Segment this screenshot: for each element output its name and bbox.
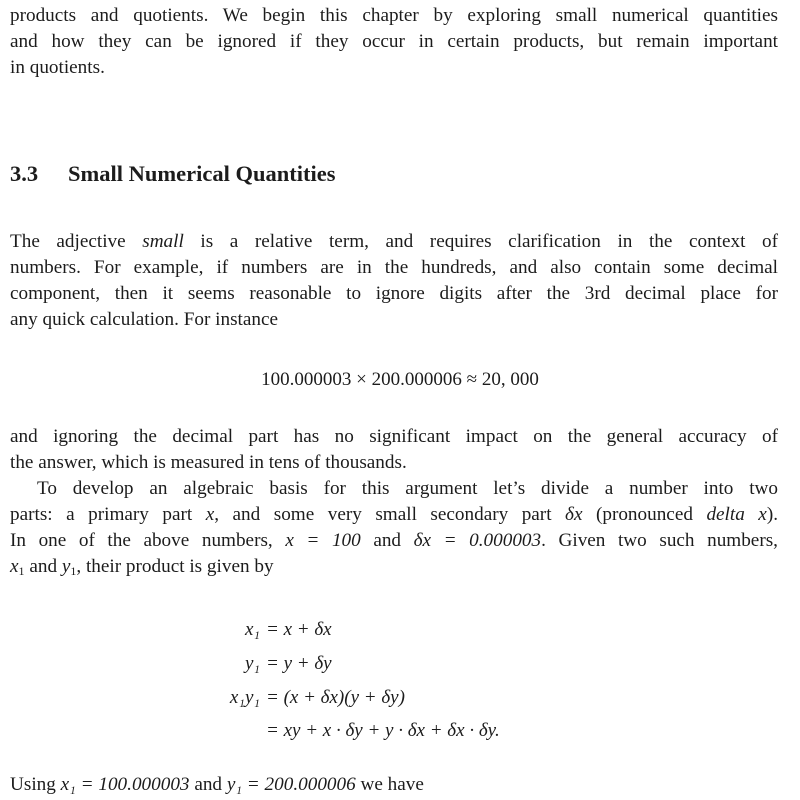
- paragraph-3: [10, 476, 778, 580]
- closing-text: Using: [10, 774, 61, 795]
- p3-text: ).: [766, 504, 779, 525]
- equation-rhs: = xy + x · δy + y · δx + δx · δy.: [266, 720, 500, 741]
- section-heading: [10, 160, 335, 188]
- p3-text: , their product is given by: [76, 556, 274, 577]
- p3-text: and: [24, 556, 62, 577]
- equation-row: [0, 682, 800, 713]
- equation-rhs: = y + δy: [266, 653, 332, 674]
- closing-line: [10, 772, 778, 798]
- p3-subscript: 1: [70, 564, 77, 578]
- p1-text: is a relative term, and requires clarification in the context of: [183, 231, 778, 252]
- p3-subscript: 1: [18, 564, 25, 578]
- p3-line-1: To develop an algebraic basis for this argument let’s divide a number into two: [37, 478, 778, 499]
- p3-math: δx = 0.000003: [413, 530, 542, 551]
- paragraph-2: [10, 424, 778, 476]
- p3-math: x: [10, 556, 19, 577]
- closing-paragraph: [10, 772, 778, 798]
- p3-math: x: [205, 504, 215, 525]
- aligned-equations: [0, 614, 800, 744]
- p3-math: y: [61, 556, 71, 577]
- section-title: Small Numerical Quantities: [68, 161, 336, 186]
- p3-line-2: [10, 502, 778, 528]
- p1-line-1: [10, 229, 778, 255]
- equation-lhs: y₁: [244, 653, 260, 674]
- p3-text: (pronounced: [582, 504, 707, 525]
- p2-line-2: the answer, which is measured in tens of thousands.: [10, 452, 407, 473]
- closing-text: we have: [355, 774, 424, 795]
- p3-text: . Given two such numbers,: [541, 530, 778, 551]
- equation-row: [0, 614, 800, 645]
- p1-line-3: component, then it seems reasonable to ignore digits after the 3rd decimal place for: [10, 283, 778, 304]
- p3-text: parts: a primary part: [10, 504, 206, 525]
- p3-math: x = 100: [285, 530, 361, 551]
- closing-math: x₁ = 100.000003: [60, 774, 190, 795]
- p3-line-3: [10, 528, 778, 554]
- paragraph-1: [10, 229, 778, 333]
- section-number: 3.3: [10, 161, 39, 186]
- p2-line-1: and ignoring the decimal part has no significant impact on the general accuracy of: [10, 426, 778, 447]
- p3-line-4: [10, 554, 778, 580]
- equation-row: [0, 715, 800, 746]
- equation-1: 100.000003 × 200.000006 ≈ 20, 000: [261, 369, 539, 390]
- p3-math: δx: [565, 504, 583, 525]
- equation-row: [0, 648, 800, 679]
- p1-emphasis: small: [142, 231, 184, 252]
- p1-line-4: any quick calculation. For instance: [10, 309, 279, 330]
- p1-text: The adjective: [10, 231, 143, 252]
- equation-lhs: x₁: [244, 619, 260, 640]
- intro-line-2: and how they can be ignored if they occur in certain products, but remain important: [10, 31, 778, 52]
- equation-rhs: = (x + δx)(y + δy): [266, 687, 405, 708]
- intro-line-1: products and quotients. We begin this chapter by exploring small numerical quantities: [10, 5, 778, 26]
- closing-text: and: [189, 774, 227, 795]
- p3-text: In one of the above numbers,: [10, 530, 286, 551]
- p3-text: and: [360, 530, 414, 551]
- p1-line-2: numbers. For example, if numbers are in the hundreds, and also contain some decimal: [10, 257, 778, 278]
- p3-text: , and some very small secondary part: [214, 504, 566, 525]
- intro-line-3: in quotients.: [10, 57, 105, 78]
- p3-emphasis: delta x: [706, 504, 767, 525]
- equation-rhs: = x + δx: [266, 619, 332, 640]
- closing-math: y₁ = 200.000006: [226, 774, 356, 795]
- equation-lhs: x₁y₁: [229, 687, 260, 708]
- intro-paragraph: [10, 3, 778, 81]
